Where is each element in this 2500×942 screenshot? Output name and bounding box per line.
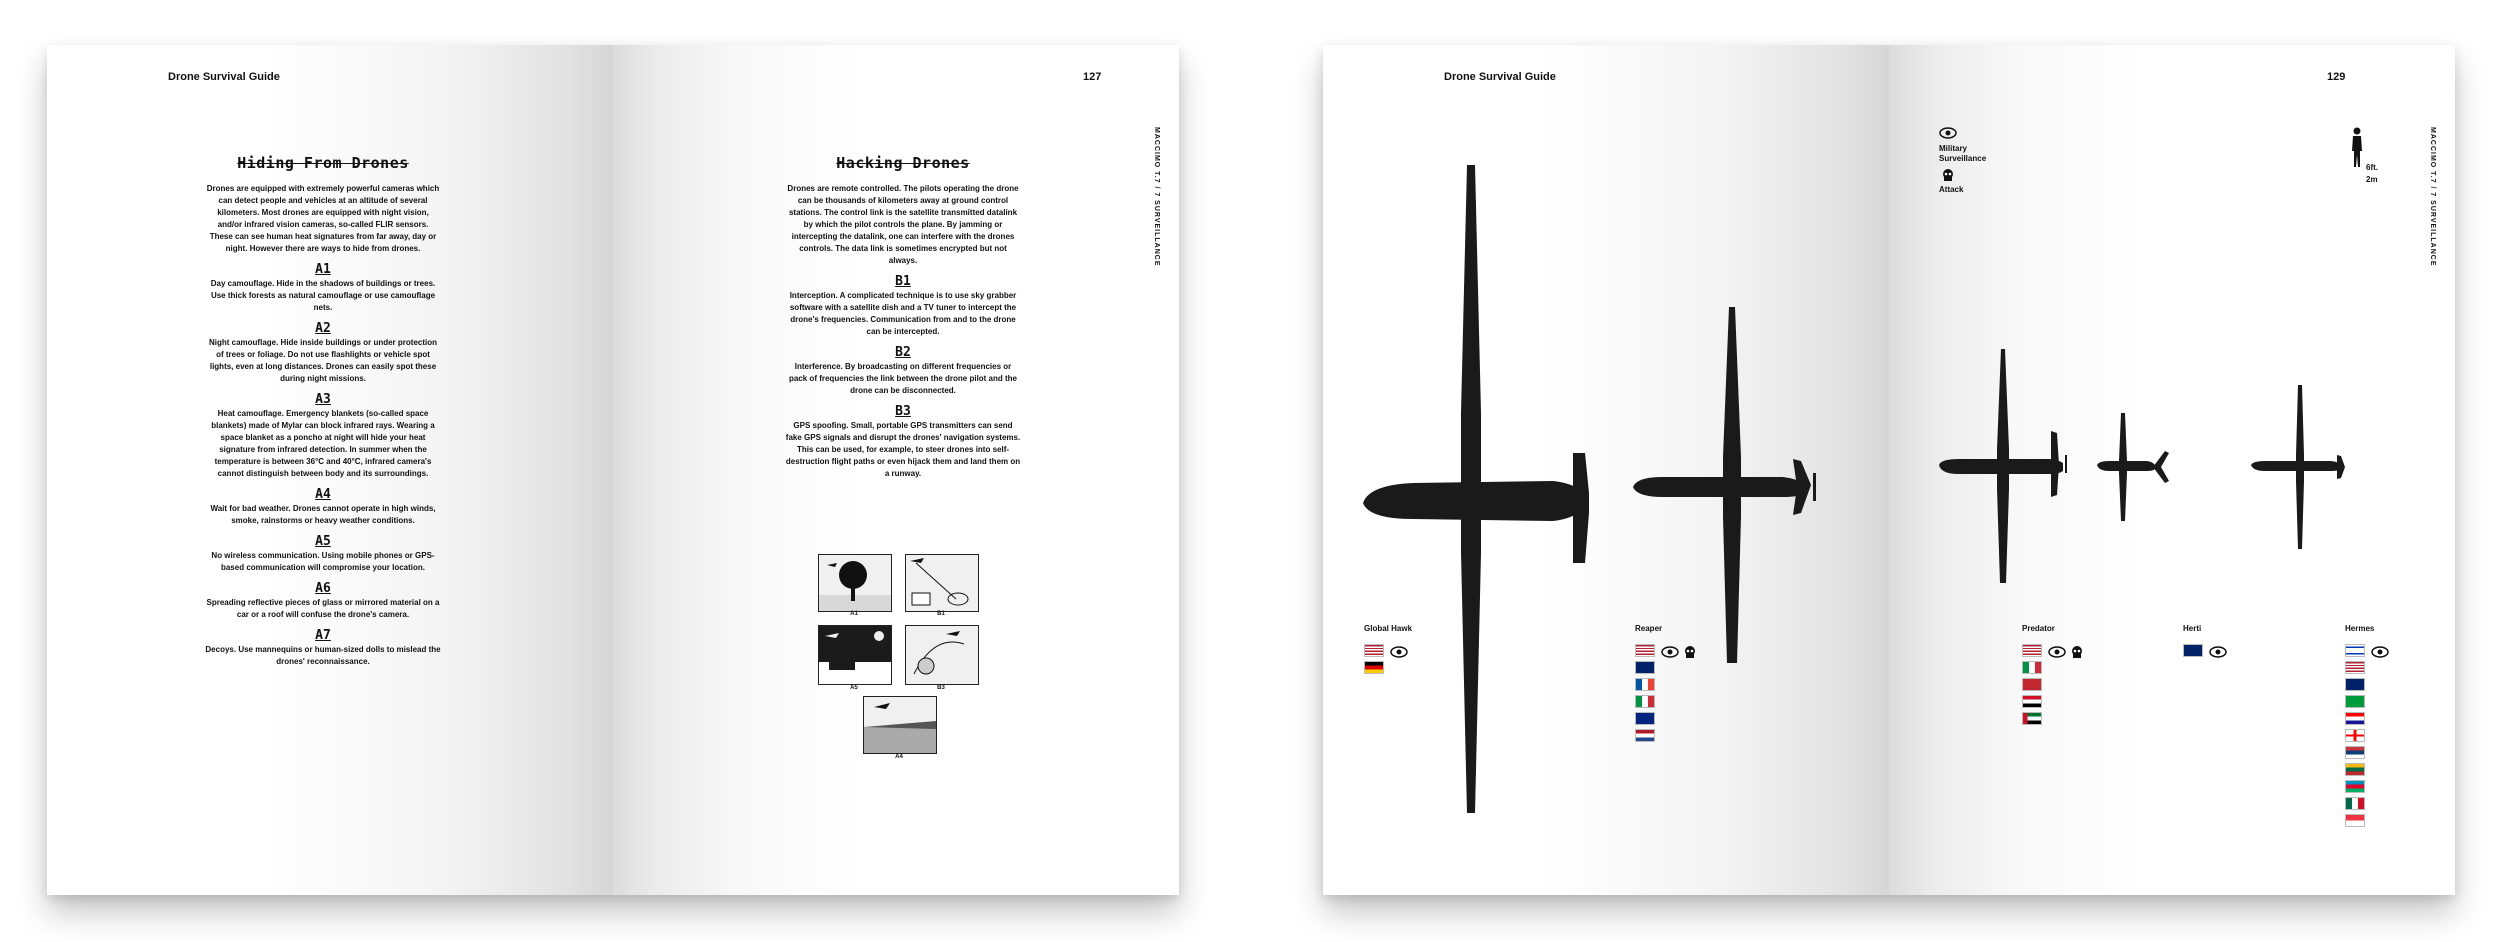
right-spread bbox=[1323, 45, 2455, 895]
item-text: Spreading reflective pieces of glass or mirrored material on a car or a roof will confuse the drone's camera. bbox=[206, 598, 440, 619]
running-head: Drone Survival Guide bbox=[1444, 71, 1556, 83]
illustration-caption: A5 bbox=[850, 685, 858, 691]
flag-rs bbox=[2345, 746, 2365, 759]
eye-icon bbox=[1390, 645, 1408, 663]
eye-icon bbox=[2209, 645, 2227, 663]
flag-az bbox=[2345, 780, 2365, 793]
flag-us bbox=[2022, 644, 2042, 657]
item-number: A6 bbox=[315, 581, 331, 596]
illustration-tree bbox=[818, 554, 892, 612]
item-text: Night camouflage. Hide inside buildings or under protection of trees or foliage. Do not use flashlights or vehicle spot lights, even at long distances. Drones can easily spot these during night missions. bbox=[208, 338, 437, 383]
hermes-silhouette bbox=[2251, 385, 2351, 551]
illustration-gps bbox=[905, 625, 979, 685]
flag-de bbox=[1364, 661, 1384, 674]
illustration-satellite bbox=[905, 554, 979, 612]
flag-ma bbox=[2022, 678, 2042, 691]
item-text: GPS spoofing. Small, portable GPS transmitters can send fake GPS signals and disrupt the drones' navigation systems. This can be used, for example, to steer drones into self-destruction flight paths or even hijack them and land them on a runway. bbox=[785, 421, 1021, 478]
item-text: Decoys. Use mannequins or human-sized dolls to mislead the drones' reconnaissance. bbox=[205, 645, 441, 666]
flag-au bbox=[1635, 712, 1655, 725]
illustration-night bbox=[818, 625, 892, 685]
herti-silhouette bbox=[2097, 413, 2177, 521]
flag-ge bbox=[2345, 729, 2365, 742]
side-label: MACCIMO T.7 / 7 SURVEILLANCE bbox=[1153, 127, 1160, 267]
flag-it bbox=[1635, 695, 1655, 708]
illustration-caption: A4 bbox=[895, 754, 903, 760]
side-label: MACCIMO T.7 / 7 SURVEILLANCE bbox=[2429, 127, 2436, 267]
item-text: No wireless communication. Using mobile phones or GPS-based communication will compromise your location. bbox=[211, 551, 435, 572]
human-scale-icon bbox=[2349, 127, 2365, 169]
flag-il bbox=[2345, 644, 2365, 657]
flag-ae bbox=[2022, 712, 2042, 725]
item-number: B1 bbox=[895, 274, 911, 289]
page-number: 129 bbox=[2327, 71, 2346, 83]
scale-meters: 2m bbox=[2366, 175, 2378, 184]
legend-surveillance: Surveillance bbox=[1939, 154, 1987, 163]
flag-gb bbox=[1635, 661, 1655, 674]
eye-icon bbox=[1939, 127, 1957, 139]
flag-us bbox=[1364, 644, 1384, 657]
left-spread bbox=[47, 45, 1179, 895]
hiding-heading: Hiding From Drones bbox=[237, 154, 409, 172]
hacking-heading: Hacking Drones bbox=[836, 154, 970, 172]
flag-mx bbox=[2345, 797, 2365, 810]
skull-icon bbox=[1941, 169, 1955, 181]
drone-name-hermes: Hermes bbox=[2345, 624, 2375, 633]
flag-us bbox=[1635, 644, 1655, 657]
hiding-intro: Drones are equipped with extremely powerful cameras which can detect people and vehicles at an altitude of several kilometers. Most drones are equipped with night vision, and/or infrared vision cameras, so-called FLIR sensors. These can see human heat signatures from far away, day or night. However there are ways to hide from drones. bbox=[206, 184, 440, 253]
item-number: A7 bbox=[315, 628, 331, 643]
item-text: Interference. By broadcasting on different frequencies or pack of frequencies the link between the drone pilot and the drone can be disconnected. bbox=[788, 362, 1018, 395]
item-number: A4 bbox=[315, 487, 331, 502]
item-number: B3 bbox=[895, 404, 911, 419]
item-number: A3 bbox=[315, 392, 331, 407]
running-head: Drone Survival Guide bbox=[168, 71, 280, 83]
page-number: 127 bbox=[1083, 71, 1102, 83]
global-hawk-silhouette bbox=[1363, 163, 1603, 823]
page-129 bbox=[1889, 45, 2455, 895]
illustration-caption: B1 bbox=[937, 611, 945, 617]
item-number: A1 bbox=[315, 262, 331, 277]
eye-icon bbox=[2371, 645, 2389, 663]
flag-br bbox=[2345, 695, 2365, 708]
item-number: A5 bbox=[315, 534, 331, 549]
predator-silhouette bbox=[1939, 349, 2079, 585]
item-text: Heat camouflage. Emergency blankets (so-called space blankets) made of Mylar can block infrared rays. Wearing a space blanket as a poncho at night will hide your heat signature from infrared detection. In summer when the temperature is between 36°C and 40°C, infrared camera's cannot distinguish between body and its surroundings. bbox=[211, 409, 435, 478]
flag-gb bbox=[2345, 678, 2365, 691]
flag-us bbox=[2345, 661, 2365, 674]
scale-feet: 6ft. bbox=[2366, 163, 2378, 172]
eye-icon bbox=[2048, 645, 2066, 663]
hacking-drones-section bbox=[785, 154, 1021, 487]
skull-icon bbox=[1683, 645, 1697, 663]
item-number: A2 bbox=[315, 321, 331, 336]
flag-eg bbox=[2022, 695, 2042, 708]
item-text: Interception. A complicated technique is to use sky grabber software with a satellite dish and a TV tuner to intercept the drone's frequencies. Communication from and to the drone can be intercepted. bbox=[789, 291, 1017, 336]
legend-attack: Attack bbox=[1939, 185, 1964, 194]
eye-icon bbox=[1661, 645, 1679, 663]
flag-nl bbox=[1635, 729, 1655, 742]
flag-fr bbox=[1635, 678, 1655, 691]
reaper-silhouette bbox=[1633, 307, 1833, 667]
flag-hr bbox=[2345, 712, 2365, 725]
flag-sg bbox=[2345, 814, 2365, 827]
item-text: Wait for bad weather. Drones cannot operate in high winds, smoke, rainstorms or heavy weather conditions. bbox=[210, 504, 436, 525]
flag-gb bbox=[2183, 644, 2203, 657]
legend-military: Military bbox=[1939, 144, 1968, 153]
drone-name-reaper: Reaper bbox=[1635, 624, 1663, 633]
drone-name-predator: Predator bbox=[2022, 624, 2055, 633]
hiding-from-drones-section bbox=[205, 154, 441, 675]
page-126 bbox=[47, 45, 613, 895]
page-127 bbox=[613, 45, 1179, 895]
page-128 bbox=[1323, 45, 1889, 895]
item-number: B2 bbox=[895, 345, 911, 360]
illustration-caption: A1 bbox=[850, 611, 858, 617]
hacking-intro: Drones are remote controlled. The pilots operating the drone can be thousands of kilometers away at ground control stations. The control link is the satellite transmitted datalink by which the pilot controls the plane. By jamming or intercepting the datalink, one can interfere with the drones controls. The data link is sometimes encrypted but not always. bbox=[787, 184, 1019, 265]
drone-name-herti: Herti bbox=[2183, 624, 2202, 633]
illustration-caption: B3 bbox=[937, 685, 945, 691]
item-text: Day camouflage. Hide in the shadows of buildings or trees. Use thick forests as natural camouflage or use camouflage nets. bbox=[210, 279, 436, 312]
flag-it bbox=[2022, 661, 2042, 674]
skull-icon bbox=[2070, 645, 2084, 663]
flag-lt bbox=[2345, 763, 2365, 776]
illustration-weather bbox=[863, 696, 937, 754]
drone-name-global-hawk: Global Hawk bbox=[1364, 624, 1413, 633]
